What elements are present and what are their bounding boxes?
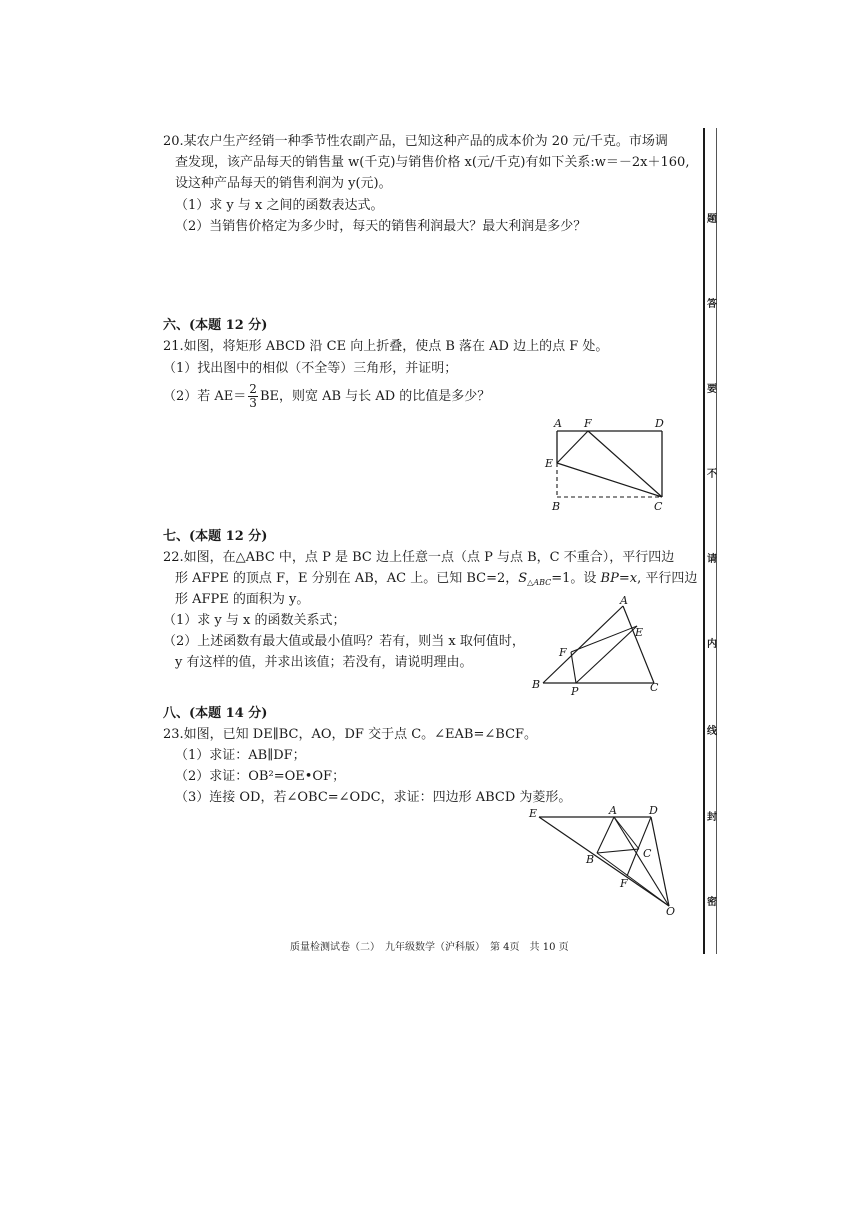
binding-mark-8: 封 (707, 812, 717, 823)
binding-mark-9: 密 (707, 897, 717, 908)
fraction-denominator: 3 (249, 396, 257, 410)
q20-part-1: （1）求 y 与 x 之间的函数表达式。 (175, 198, 384, 213)
fraction-two-thirds (248, 383, 258, 410)
q23-part-3: （3）连接 OD，若∠OBC=∠ODC，求证：四边形 ABCD 为菱形。 (175, 790, 572, 805)
binding-mark-6: 内 (707, 639, 717, 650)
q22-label-A: A (620, 594, 628, 607)
binding-margin-line-outer (716, 128, 717, 954)
figure-q23 (525, 805, 690, 917)
q22-part-1: （1）求 y 与 x 的函数关系式； (163, 613, 346, 628)
q23-part-2: （2）求证：OB²=OE•OF； (175, 769, 346, 784)
q23-part-1: （1）求证：AB∥DF； (175, 748, 306, 763)
q22-label-E: E (635, 626, 644, 639)
q22-part-2a: （2）上述函数有最大值或最小值吗？若有，则当 x 取何值时， (163, 634, 525, 649)
q21-label-F: F (584, 417, 592, 430)
q23-label-D: D (649, 805, 658, 817)
q21-part-2 (163, 380, 490, 414)
q22-line-2-lead: 形 AFPE 的顶点 F，E 分别在 AB，AC 上。已知 BC=2， (175, 571, 519, 586)
q22-label-C: C (650, 681, 659, 694)
q21-stem: 21.如图，将矩形 ABCD 沿 CE 向上折叠，使点 B 落在 AD 边上的点 F 处。 (163, 339, 609, 354)
q22-line-2 (175, 570, 697, 592)
q23-label-A: A (609, 805, 617, 817)
q20-part-2: （2）当销售价格定为多少时，每天的销售利润最大？最大利润是多少？ (175, 219, 587, 234)
q23-label-O: O (666, 905, 676, 917)
q23-label-C: C (643, 847, 652, 860)
q20-line-1: 20.某农户生产经销一种季节性农副产品，已知这种产品的成本价为 20 元/千克。市场调 (163, 134, 668, 149)
figure-q22-triangle (525, 592, 675, 697)
q22-line-2-mid: =1。设 (551, 571, 601, 586)
q23-stem: 23.如图，已知 DE∥BC，AO，DF 交于点 C。∠EAB=∠BCF。 (163, 727, 538, 742)
binding-mark-1: 题 (707, 214, 717, 225)
binding-mark-2: 答 (707, 299, 717, 310)
q21-part-2-tail: BE，则宽 AB 与长 AD 的比值是多少？ (259, 389, 491, 404)
q22-part-2b: y 有这样的值，并求出该值；若没有，请说明理由。 (175, 655, 473, 670)
q21-label-A: A (554, 417, 562, 430)
q23-label-B: B (586, 853, 595, 866)
q21-label-E: E (545, 457, 554, 470)
q23-label-E: E (529, 807, 538, 820)
section-8-title: 八、(本题 14 分) (163, 706, 268, 721)
binding-mark-5: 请 (707, 554, 717, 565)
binding-mark-7: 线 (707, 726, 717, 737)
q21-part-1: （1）找出图中的相似（不全等）三角形，并证明； (163, 361, 458, 376)
q22-label-P: P (571, 685, 579, 697)
section-7-title: 七、(本题 12 分) (163, 529, 268, 544)
binding-mark-3: 要 (707, 384, 717, 395)
q21-label-C: C (654, 500, 663, 513)
q23-label-F: F (620, 877, 628, 890)
figure-q21-rectangle (540, 412, 680, 517)
section-6-title: 六、(本题 12 分) (163, 318, 268, 333)
q21-label-B: B (552, 500, 561, 513)
binding-mark-4: 不 (707, 469, 717, 480)
area-subscript: △ABC (527, 578, 552, 587)
area-symbol: S (518, 571, 528, 586)
q22-bp-expression: BP=x (600, 571, 638, 586)
fraction-numerator: 2 (249, 382, 257, 396)
q20-line-2: 查发现，该产品每天的销售量 w(千克)与销售价格 x(元/千克)有如下关系:w＝－2x＋160, (175, 155, 690, 170)
binding-margin-line (703, 128, 705, 954)
q20-line-3: 设这种产品每天的销售利润为 y(元)。 (175, 176, 392, 191)
page-footer: 质量检测试卷（二） 九年级数学（沪科版） 第 4页 共 10 页 (290, 942, 569, 953)
q22-line-3: 形 AFPE 的面积为 y。 (175, 592, 310, 607)
q21-label-D: D (655, 417, 664, 430)
q21-part-2-lead: （2）若 AE＝ (163, 389, 247, 404)
q22-label-F: F (559, 646, 567, 659)
q22-line-2-tail: , 平行四边 (637, 571, 698, 586)
q22-line-1: 22.如图，在△ABC 中，点 P 是 BC 边上任意一点（点 P 与点 B，C 不重合），平行四边 (163, 550, 675, 565)
q22-label-B: B (532, 678, 541, 691)
